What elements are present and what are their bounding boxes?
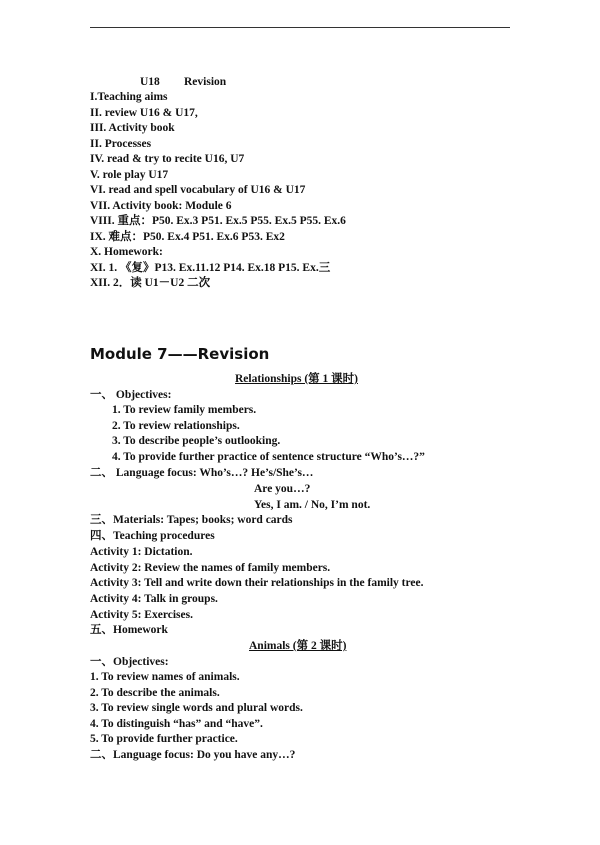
activity-item: Activity 5: Exercises. — [90, 609, 193, 621]
header-rule — [90, 27, 510, 28]
lesson1-objective: 3. To describe people’s outlooking. — [112, 435, 281, 447]
plan-line: I.Teaching aims — [90, 91, 168, 103]
lesson1-objectives-heading: 一、 Objectives: — [90, 389, 172, 401]
lesson2-title: Animals (第 2 课时) — [249, 640, 347, 652]
lesson1-objective: 1. To review family members. — [112, 404, 257, 416]
plan-line: IV. read & try to recite U16, U7 — [90, 153, 245, 165]
lesson2-language-focus: 二、Language focus: Do you have any…? — [90, 749, 296, 761]
activity-item: Activity 1: Dictation. — [90, 546, 193, 558]
plan-line: IX. 难点：P50. Ex.4 P51. Ex.6 P53. Ex2 — [90, 231, 285, 243]
plan-line: XI. 1. 《复》P13. Ex.11.12 P14. Ex.18 P15. Ex.三 — [90, 262, 331, 274]
lesson1-focus-line: Yes, I am. / No, I’m not. — [254, 499, 371, 511]
plan-line: VIII. 重点：P50. Ex.3 P51. Ex.5 P55. Ex.5 P55. Ex.6 — [90, 215, 346, 227]
module-title: Module 7——Revision — [90, 345, 270, 363]
activity-item: Activity 3: Tell and write down their relationships in the family tree. — [90, 577, 424, 589]
lesson2-objective: 5. To provide further practice. — [90, 733, 238, 745]
plan-line: V. role play U17 — [90, 169, 169, 181]
plan-line: II. Processes — [90, 138, 152, 150]
plan-line: VI. read and spell vocabulary of U16 & U17 — [90, 184, 306, 196]
plan-line: VII. Activity book: Module 6 — [90, 200, 232, 212]
lesson1-title: Relationships (第 1 课时) — [235, 373, 358, 385]
activity-item: Activity 2: Review the names of family members. — [90, 562, 331, 574]
unit-label: U18 — [140, 76, 160, 88]
lesson2-objective: 3. To review single words and plural words. — [90, 702, 303, 714]
plan-line: XII. 2．读 U1－U2 二次 — [90, 277, 211, 289]
lesson1-procedures-heading: 四、Teaching procedures — [90, 530, 215, 542]
plan-line: III. Activity book — [90, 122, 175, 134]
lesson2-objectives-heading: 一、Objectives: — [90, 656, 169, 668]
lesson1-homework: 五、Homework — [90, 624, 168, 636]
lesson1-objective: 2. To review relationships. — [112, 420, 240, 432]
lesson2-objective: 2. To describe the animals. — [90, 687, 220, 699]
unit-title: Revision — [184, 76, 227, 88]
plan-line: X. Homework: — [90, 246, 163, 258]
lesson1-language-focus: 二、 Language focus: Who’s…? He’s/She’s… — [90, 467, 314, 479]
lesson1-focus-line: Are you…? — [254, 483, 311, 495]
lesson1-objective: 4. To provide further practice of sentence structure “Who’s…?” — [112, 451, 425, 463]
lesson1-materials: 三、Materials: Tapes; books; word cards — [90, 514, 293, 526]
plan-line: II. review U16 & U17, — [90, 107, 198, 119]
activity-item: Activity 4: Talk in groups. — [90, 593, 218, 605]
lesson2-objective: 1. To review names of animals. — [90, 671, 240, 683]
lesson2-objective: 4. To distinguish “has” and “have”. — [90, 718, 263, 730]
